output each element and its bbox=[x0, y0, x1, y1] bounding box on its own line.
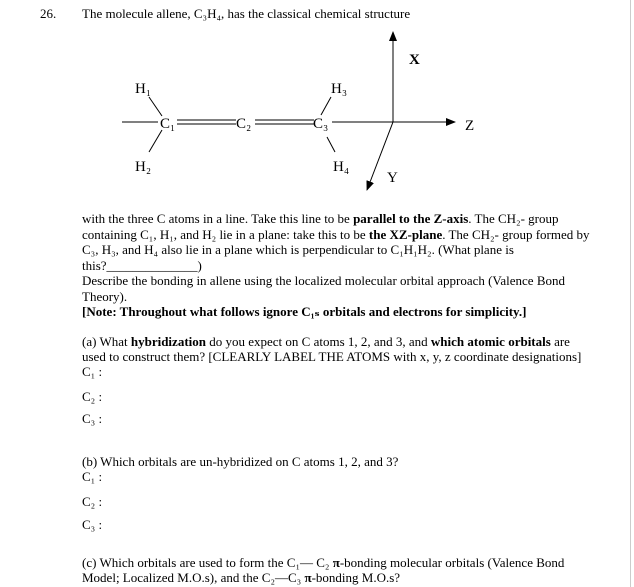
text-segment: C₃, H₃, and H₄ also lie in a plane which is perpendicular to C₁H₁H₂. (What plane is bbox=[82, 242, 514, 257]
bold-text: π bbox=[332, 555, 340, 570]
question-title: The molecule allene, C₃H₄, has the classical chemical structure bbox=[82, 6, 411, 21]
bond-c3-h4 bbox=[327, 137, 335, 152]
atom-h4: H₄ bbox=[333, 159, 350, 175]
text-line bbox=[82, 304, 526, 319]
text-segment: used to construct them? [CLEARLY LABEL THE ATOMS with x, y, z coordinate designations] bbox=[82, 349, 582, 364]
text-line bbox=[82, 273, 565, 288]
text-line bbox=[82, 242, 514, 257]
text-segment: (c) Which orbitals are used to form the C₁— C₂ bbox=[82, 555, 333, 570]
text-segment: . The CH₂- group formed by bbox=[442, 226, 590, 242]
axis-label-y: Y bbox=[387, 170, 398, 186]
atom-c3: C₃ bbox=[313, 116, 329, 132]
answer-label-c2: C₂ : bbox=[82, 494, 103, 509]
text-segment: are bbox=[550, 334, 570, 349]
text-segment: (b) Which orbitals are un-hybridized on C atoms 1, 2, and 3? bbox=[82, 454, 399, 469]
text-segment: do you expect on C atoms 1, 2, and 3, and bbox=[205, 334, 431, 349]
answer-label-c1: C₁ : bbox=[82, 469, 103, 484]
bold-text: [Note: Throughout what follows ignore C₁ₛ orbitals and electrons for simplicity.] bbox=[82, 304, 527, 319]
bold-text: the XZ-plane bbox=[368, 226, 443, 242]
text-segment: -bonding molecular orbitals (Valence Bond bbox=[339, 555, 565, 570]
allene-structure-diagram bbox=[0, 0, 634, 200]
text-line bbox=[82, 258, 202, 273]
text-segment: Theory). bbox=[82, 288, 128, 304]
atom-c1: C₁ bbox=[160, 116, 176, 132]
bold-text: hybridization bbox=[130, 334, 206, 349]
text-line bbox=[82, 334, 570, 349]
atom-h3: H₃ bbox=[331, 81, 348, 97]
text-line bbox=[82, 289, 127, 304]
text-segment: -bonding M.O.s? bbox=[311, 570, 401, 585]
axis-label-z: Z bbox=[465, 118, 475, 134]
axis-label-x: X bbox=[409, 52, 420, 68]
question-number: 26. bbox=[40, 6, 57, 21]
text-line bbox=[82, 211, 559, 226]
bond-h2-c1 bbox=[149, 130, 162, 152]
text-line bbox=[82, 454, 398, 469]
atom-c2: C₂ bbox=[236, 116, 252, 132]
text-line bbox=[82, 570, 400, 585]
answer-label-c2: C₂ : bbox=[82, 389, 103, 404]
atom-h1: H₁ bbox=[135, 81, 152, 97]
text-segment: Model; Localized M.O.s), and the C₂—C₃ bbox=[82, 570, 305, 585]
text-line bbox=[82, 555, 564, 570]
bold-text: which atomic orbitals bbox=[430, 334, 551, 349]
bond-h1-c1 bbox=[149, 97, 162, 116]
text-line bbox=[82, 227, 589, 242]
bond-c3-h3 bbox=[321, 97, 331, 115]
atom-h2: H₂ bbox=[135, 159, 152, 175]
text-segment: containing C₁, H₁, and H₂ lie in a plane: take this to be bbox=[82, 226, 369, 242]
answer-label-c3: C₃ : bbox=[82, 517, 103, 532]
bold-text: π bbox=[304, 570, 312, 585]
answer-label-c3: C₃ : bbox=[82, 411, 103, 426]
text-line bbox=[82, 349, 581, 364]
answer-label-c1: C₁ : bbox=[82, 364, 103, 379]
text-segment: this?______________) bbox=[82, 257, 202, 273]
bold-text: parallel to the Z-axis bbox=[353, 211, 469, 226]
text-segment: (a) What bbox=[82, 334, 131, 349]
text-segment: with the three C atoms in a line. Take this line to be bbox=[82, 211, 354, 226]
text-segment: . The CH₂- group bbox=[468, 211, 559, 226]
text-segment: Describe the bonding in allene using the localized molecular orbital approach (Valence Bond bbox=[82, 273, 565, 288]
